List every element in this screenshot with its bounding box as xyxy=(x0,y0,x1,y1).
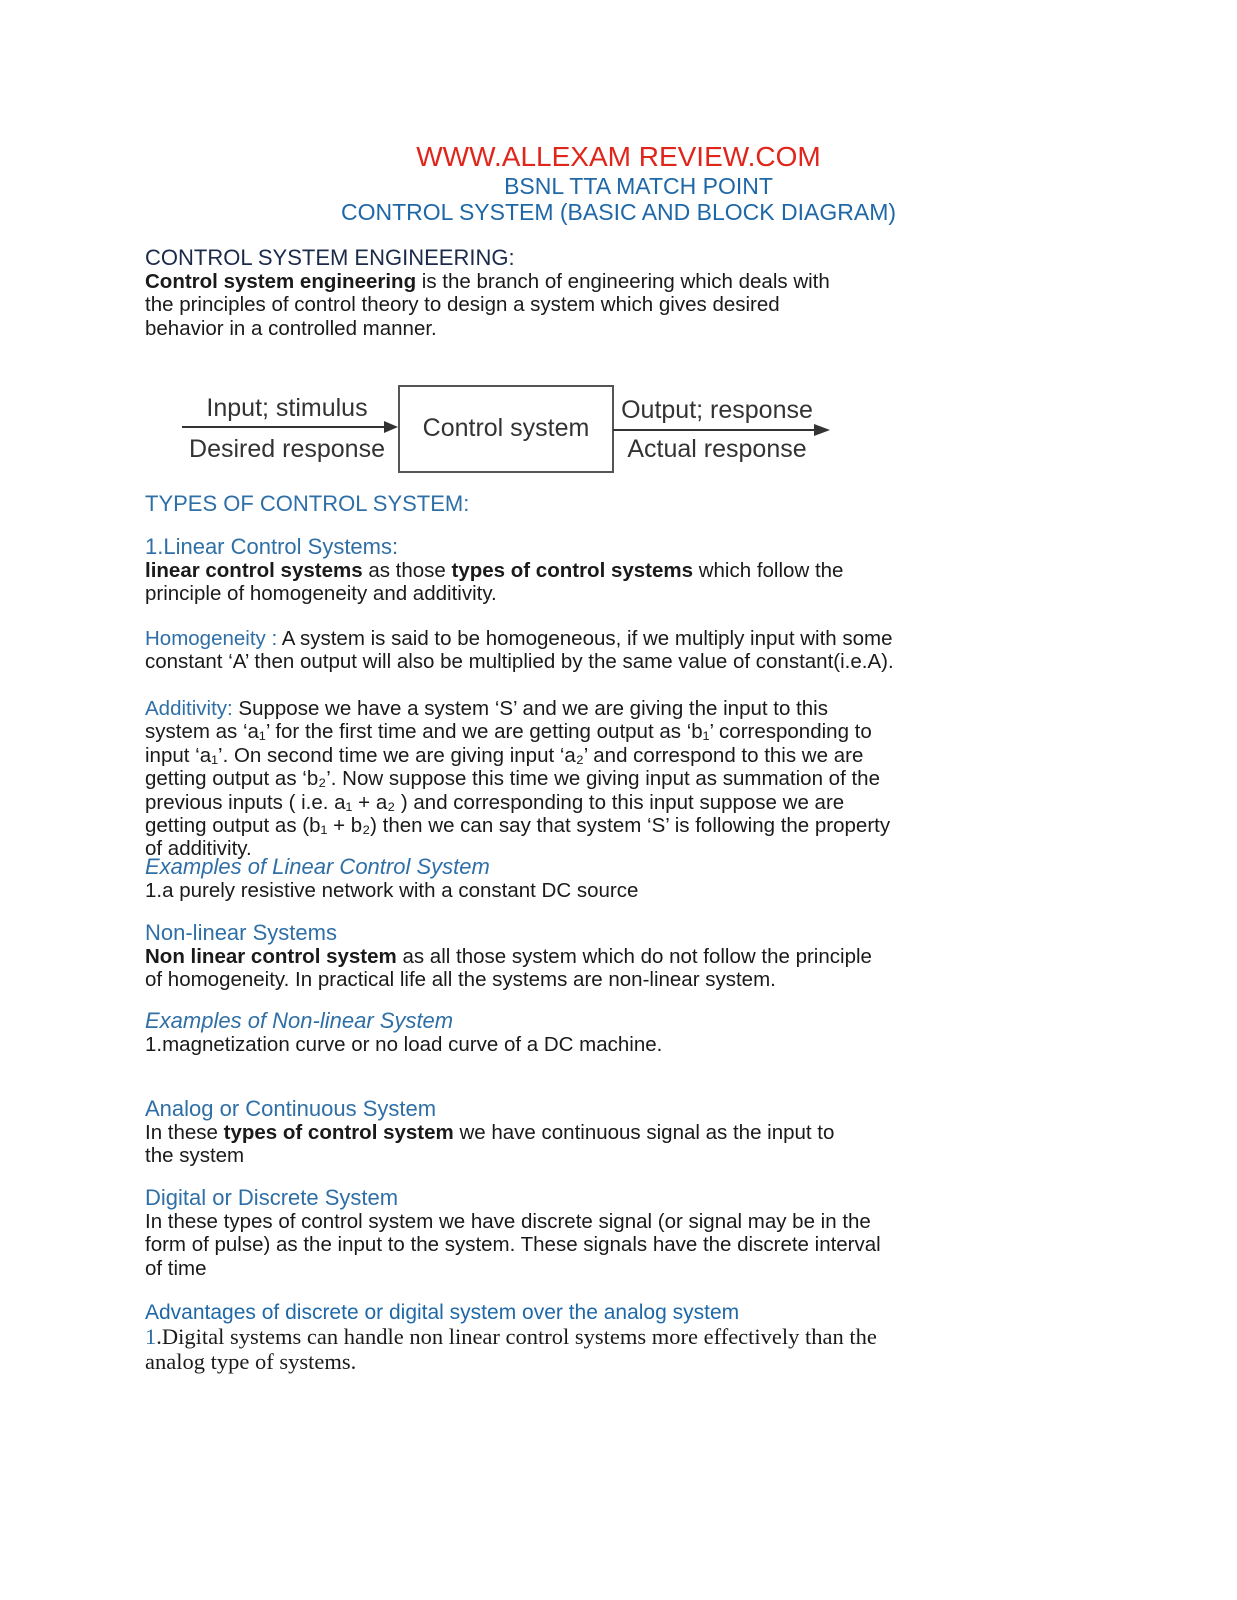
cse-bold-term: Control system engineering xyxy=(145,270,417,293)
section-linear-examples xyxy=(145,855,905,902)
nonlinear-bold: Non linear control system xyxy=(145,945,397,968)
section-analog xyxy=(145,1097,905,1168)
analog-heading: Analog or Continuous System xyxy=(145,1096,437,1121)
linear-mid: as those xyxy=(362,559,452,582)
output-bottom-label: Actual response xyxy=(627,435,807,463)
advantages-number: 1 xyxy=(145,1324,157,1349)
nonlinear-heading: Non-linear Systems xyxy=(145,920,337,945)
input-top-label: Input; stimulus xyxy=(206,394,368,422)
cse-text: is the branch of engineering which deals with the principles of control theory to design a system which gives desired behavior in a controlled manner. xyxy=(145,270,830,340)
linear-paragraph xyxy=(145,559,895,606)
subtitle-match-point: BSNL TTA MATCH POINT xyxy=(504,173,773,199)
subtitle-topic: CONTROL SYSTEM (BASIC AND BLOCK DIAGRAM) xyxy=(340,199,897,225)
nonlinear-paragraph xyxy=(145,945,885,992)
types-heading: TYPES OF CONTROL SYSTEM: xyxy=(145,491,470,516)
linear-bold-1: linear control systems xyxy=(145,559,363,582)
analog-bold: types of control system xyxy=(223,1121,454,1144)
nonlinear-examples-text: 1.magnetization curve or no load curve of a DC machine. xyxy=(145,1033,663,1056)
site-title: WWW.ALLEXAM REVIEW.COM xyxy=(416,141,821,172)
box-label: Control system xyxy=(422,414,590,442)
linear-heading: 1.Linear Control Systems: xyxy=(145,534,399,559)
section-nonlinear xyxy=(145,921,905,992)
output-top-label: Output; response xyxy=(621,396,813,424)
section-additivity xyxy=(145,697,905,861)
analog-paragraph xyxy=(145,1121,845,1168)
linear-examples-heading: Examples of Linear Control System xyxy=(145,854,490,879)
advantages-text: .Digital systems can handle non linear control systems more effectively than the analog type of systems. xyxy=(145,1324,877,1374)
block-diagram xyxy=(180,384,840,480)
section-advantages xyxy=(145,1301,905,1374)
additivity-label: Additivity: xyxy=(145,697,233,720)
section-digital xyxy=(145,1186,905,1280)
analog-pre: In these xyxy=(145,1121,224,1144)
nonlinear-examples-heading: Examples of Non-linear System xyxy=(145,1008,454,1033)
section-nonlinear-examples xyxy=(145,1009,905,1056)
digital-heading: Digital or Discrete System xyxy=(145,1185,399,1210)
additivity-paragraph xyxy=(145,697,895,861)
digital-paragraph: In these types of control system we have discrete signal (or signal may be in the form of pulse) as the input to the system. These signals have the discrete interval of time xyxy=(145,1210,881,1280)
input-bottom-label: Desired response xyxy=(189,435,385,463)
section-linear xyxy=(145,535,905,606)
additivity-text: Suppose we have a system ‘S’ and we are giving the input to this system as ‘a₁’ for the first time and we are getting output as ‘b₁’ corresponding to input ‘a₁’. On second time we are giving input ‘a₂’ and correspond to this we are getting output as ‘b₂’. Now suppose this time we giving input as summation of the previous inputs ( i.e. a₁ + a₂ ) and corresponding to this input suppose we are getting output as (b₁ + b₂) then we can say that system ‘S’ is following the property of additivity. xyxy=(145,697,891,861)
section-control-system-engineering xyxy=(145,246,905,340)
homogeneity-label: Homogeneity : xyxy=(145,627,278,650)
advantages-paragraph xyxy=(145,1325,900,1374)
cse-paragraph xyxy=(145,270,845,340)
cse-heading: CONTROL SYSTEM ENGINEERING: xyxy=(145,245,515,270)
homogeneity-paragraph xyxy=(145,627,905,674)
homogeneity-text: A system is said to be homogeneous, if we multiply input with some constant ‘A’ then output will also be multiplied by the same value of constant(i.e.A). xyxy=(145,627,894,674)
linear-bold-2: types of control systems xyxy=(451,559,694,582)
analog-text: we have continuous signal as the input to the system xyxy=(145,1121,835,1168)
linear-examples-text: 1.a purely resistive network with a constant DC source xyxy=(145,879,639,902)
output-arrow-head xyxy=(814,424,830,436)
nonlinear-text: as all those system which do not follow the principle of homogeneity. In practical life all the systems are non-linear system. xyxy=(145,945,872,992)
advantages-heading: Advantages of discrete or digital system over the analog system xyxy=(145,1301,740,1324)
input-arrow-head xyxy=(384,421,398,433)
section-homogeneity xyxy=(145,627,905,674)
linear-rest: which follow the principle of homogeneity and additivity. xyxy=(145,559,844,606)
